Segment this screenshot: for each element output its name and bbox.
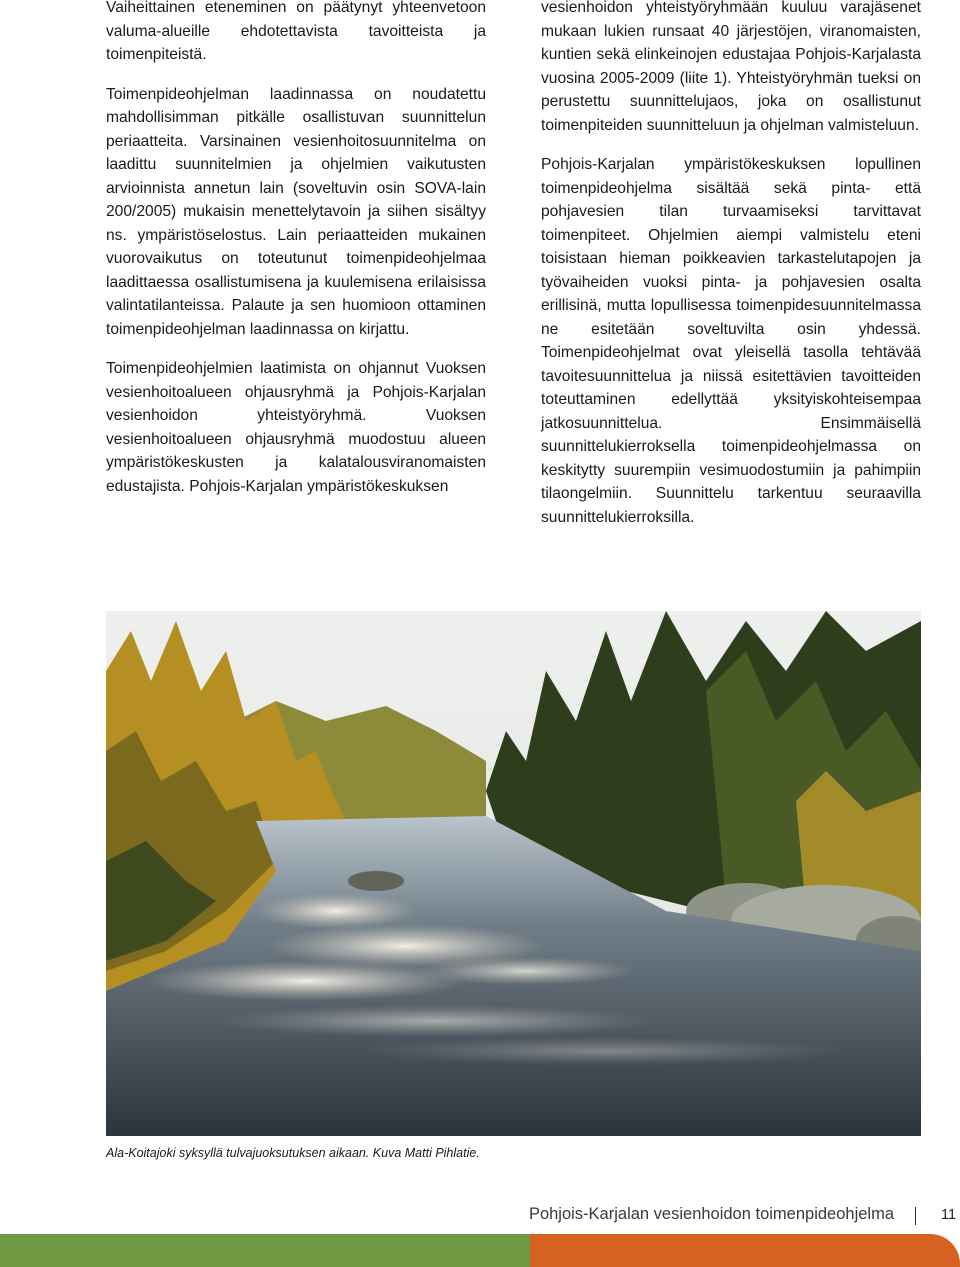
paragraph: Vaiheittainen eteneminen on päätynyt yhteenvetoon valuma-alueille ehdotettavista tavoitteista ja toimenpiteistä. [106,0,486,63]
paragraph: Toimenpideohjelman laadinnassa on noudatettu mahdollisimman pitkälle osallistuvan suunnittelun periaatteita. Varsinainen vesienhoitosuunnitelma on laadittu suunnitelmien ja ohjelmien vaikutusten arvioinnista annetun lain (soveltuvin osin SOVA-lain 200/2005) mukaisin menettelytavoin ja siihen sisältyy ns. ympäristöselostus. Lain periaatteiden mukainen vuorovaikutus on toteutunut toimenpideohjelmaa laadittaessa osallistumisena ja kuulemisena erilaisissa valintatilanteissa. Palaute ja sen huomioon ottaminen toimenpideohjelman laadinnassa on kirjattu. [106,85,486,338]
right-text-column [541,0,921,545]
paragraph: Pohjois-Karjalan ympäristökeskuksen lopullinen toimenpideohjelma sisältää sekä pinta- että pohjavesien tilan turvaamiseksi tarvittavat toimenpiteet. Ohjelmien aiempi valmistelu eteni toisistaan hieman poikkeavien tarkastelutapojen ja työvaiheiden vuoksi pinta- ja pohjavesien osalta erillisinä, mutta lopullisessa toimenpidesuunnitelmassa ne esitetään soveltuvilta osin yhdessä. Toimenpideohjelmat ovat yleisellä tasolla tehtävää tavoitesuunnittelua ja niissä esitettävien tavoitteiden toteuttaminen edellyttää yksityiskohteisempaa jatkosuunnittelua. Ensimmäisellä suunnittelukierroksella toimenpideohjelmassa on keskitytty suurempiin vesimuodostumiin ja pahimpiin tilaongelmiin. Suunnittelu tarkentuu seuraavilla suunnittelukierroksilla. [541,156,921,526]
footer-divider [915,1207,916,1225]
footer-title: Pohjois-Karjalan vesienhoidon toimenpideohjelma [528,1205,894,1223]
page-number: 11 [941,1207,957,1223]
river-photo [106,611,921,1136]
paragraph: vesienhoidon yhteistyöryhmään kuuluu varajäsenet mukaan lukien runsaat 40 järjestöjen, viranomaisten, kuntien sekä elinkeinojen edustajaa Pohjois-Karjalasta vuosina 2005-2009 (liite 1). Yhteistyöryhmän tueksi on perustettu suunnittelujaos, joka on osallistunut toimenpiteiden suunnitteluun ja ohjelman valmisteluun. [541,0,921,134]
footer-green-bar [0,1234,530,1267]
photo-caption: Ala-Koitajoki syksyllä tulvajuoksutuksen aikaan. Kuva Matti Pihlatie. [106,1146,480,1160]
left-text-column [106,0,486,514]
footer-orange-bar [530,1234,960,1267]
paragraph: Toimenpideohjelmien laatimista on ohjannut Vuoksen vesienhoitoalueen ohjausryhmä ja Pohjois-Karjalan vesienhoidon yhteistyöryhmä. Vuoksen vesienhoitoalueen ohjausryhmä muodostuu alueen ympäristökeskusten ja kalatalousviranomaisten edustajista. Pohjois-Karjalan ympäristökeskuksen [106,360,486,495]
